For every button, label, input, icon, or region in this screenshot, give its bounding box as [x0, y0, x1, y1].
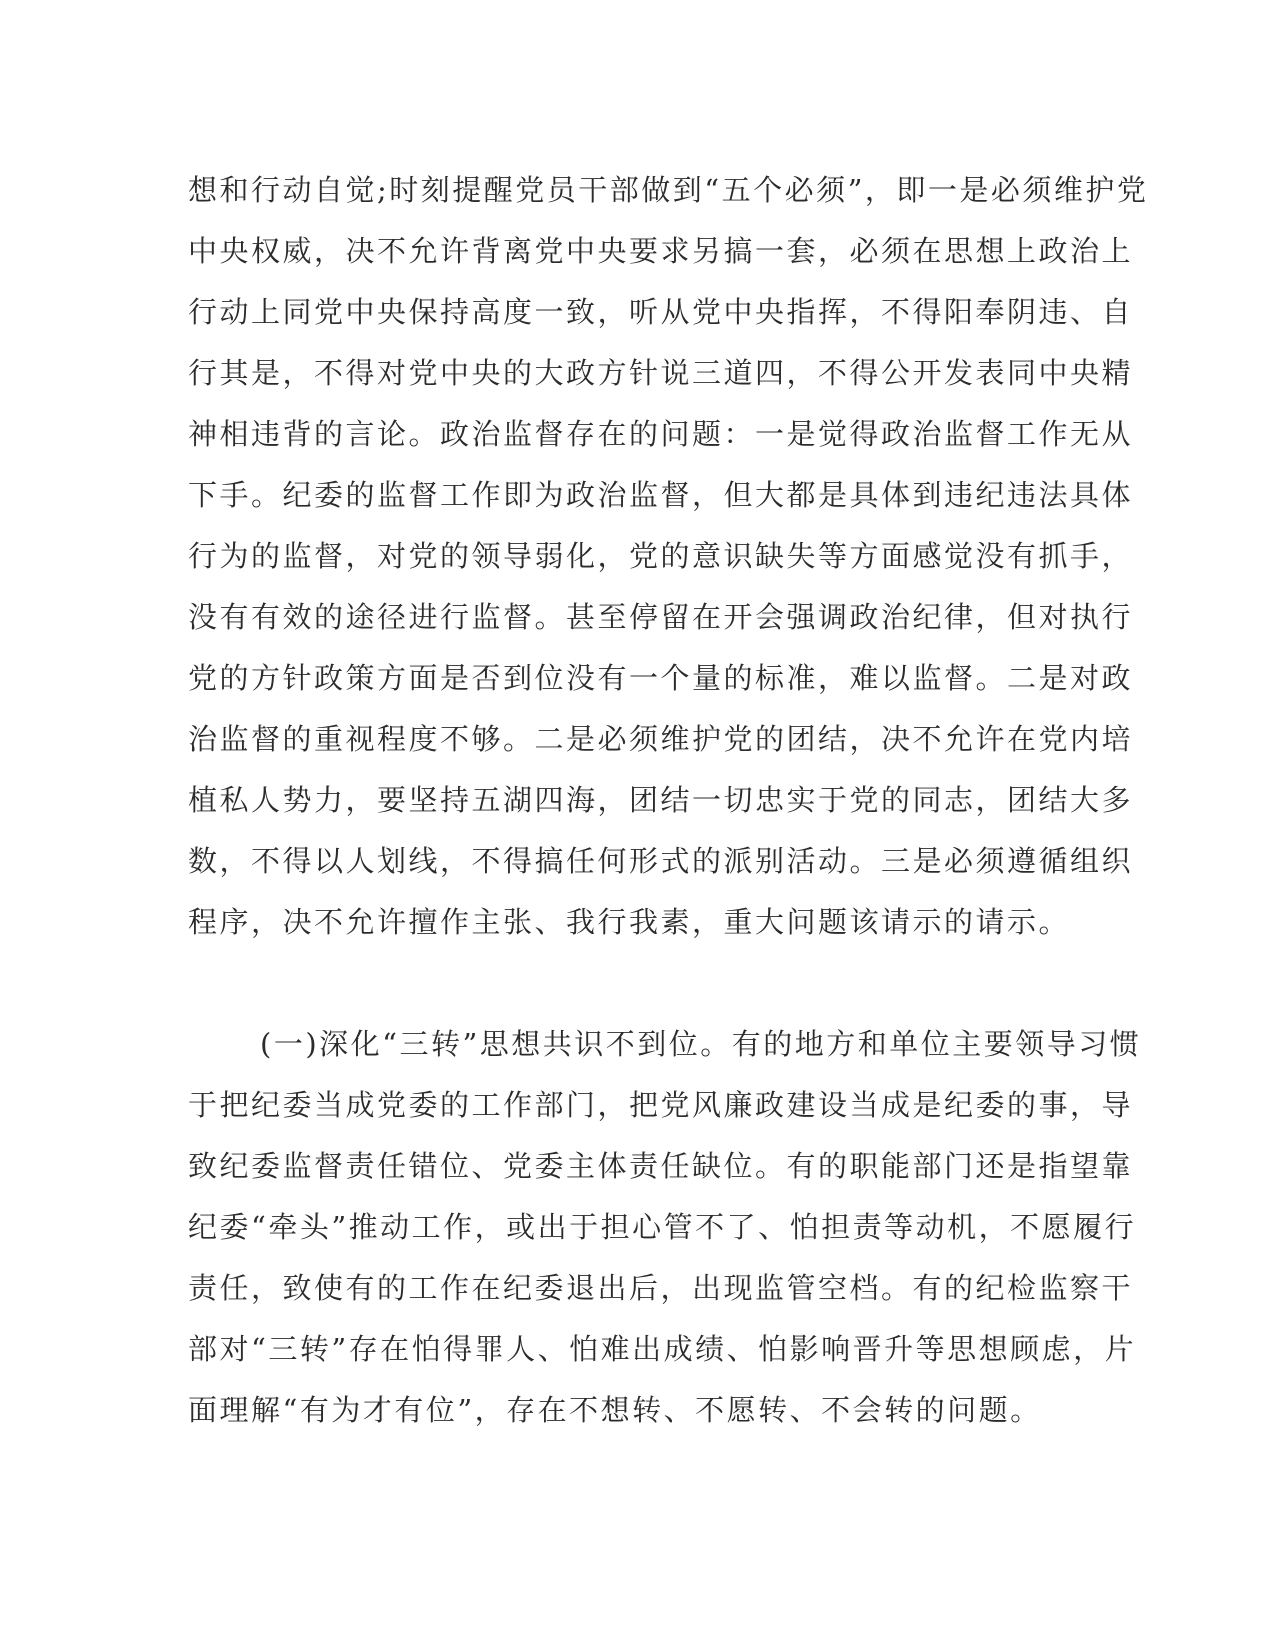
text-line: 神相违背的言论。政治监督存在的问题：一是觉得政治监督工作无从 — [188, 417, 1134, 451]
text-line: 行动上同党中央保持高度一致，听从党中央指挥，不得阳奉阴违、自 — [188, 295, 1134, 329]
text-line: (一)深化“三转”思想共识不到位。有的地方和单位主要领导习惯 — [260, 1027, 1142, 1061]
text-line: 纪委“牵头”推动工作，或出于担心管不了、怕担责等动机，不愿履行 — [188, 1210, 1137, 1244]
text-line: 行其是，不得对党中央的大政方针说三道四，不得公开发表同中央精 — [188, 356, 1134, 390]
text-line: 没有有效的途径进行监督。甚至停留在开会强调政治纪律，但对执行 — [188, 600, 1134, 634]
text-line: 于把纪委当成党委的工作部门，把党风廉政建设当成是纪委的事，导 — [188, 1088, 1134, 1122]
text-line: 数，不得以人划线，不得搞任何形式的派别活动。三是必须遵循组织 — [188, 844, 1134, 878]
text-line: 责任，致使有的工作在纪委退出后，出现监管空档。有的纪检监察干 — [188, 1271, 1134, 1305]
text-line: 程序，决不允许擅作主张、我行我素，重大问题该请示的请示。 — [188, 905, 1071, 939]
text-line: 想和行动自觉;时刻提醒党员干部做到“五个必须”，即一是必须维护党 — [188, 173, 1149, 207]
text-line: 治监督的重视程度不够。二是必须维护党的团结，决不允许在党内培 — [188, 722, 1134, 756]
text-line: 致纪委监督责任错位、党委主体责任缺位。有的职能部门还是指望靠 — [188, 1149, 1134, 1183]
text-line: 植私人势力，要坚持五湖四海，团结一切忠实于党的同志，团结大多 — [188, 783, 1134, 817]
text-line: 部对“三转”存在怕得罪人、怕难出成绩、怕影响晋升等思想顾虑，片 — [188, 1332, 1137, 1366]
text-line: 面理解“有为才有位”，存在不想转、不愿转、不会转的问题。 — [188, 1393, 1042, 1427]
text-line: 党的方针政策方面是否到位没有一个量的标准，难以监督。二是对政 — [188, 661, 1134, 695]
paragraph-1 — [188, 160, 1149, 953]
text-line: 中央权威，决不允许背离党中央要求另搞一套，必须在思想上政治上 — [188, 234, 1134, 268]
paragraph-2 — [188, 1014, 1142, 1441]
text-line: 下手。纪委的监督工作即为政治监督，但大都是具体到违纪违法具体 — [188, 478, 1134, 512]
text-line: 行为的监督，对党的领导弱化，党的意识缺失等方面感觉没有抓手， — [188, 539, 1134, 573]
